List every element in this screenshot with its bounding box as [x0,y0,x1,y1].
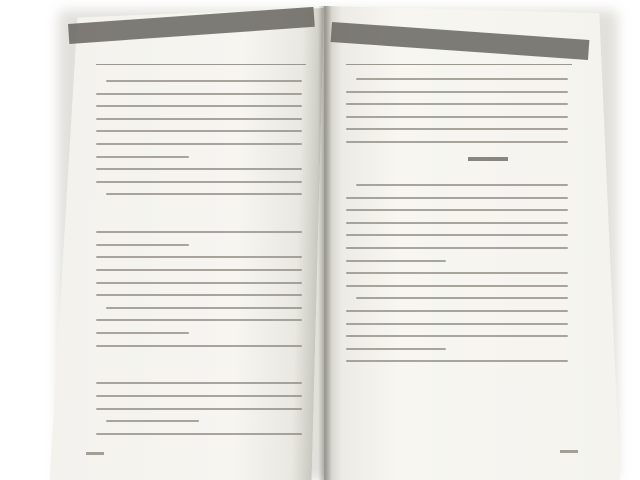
section-heading-mark [468,157,508,161]
paragraph-line [96,118,302,120]
paragraph-line [96,408,302,410]
paragraph-line [96,294,302,296]
paragraph-line [346,197,568,199]
left-page-rule [96,64,306,65]
paragraph-line [346,209,568,211]
paragraph-line [96,168,302,170]
paragraph-line [96,181,302,183]
paragraph-line [96,143,302,145]
paragraph-line [356,184,568,186]
paragraph-line [346,247,568,249]
paragraph-line [96,395,302,397]
right-page-number-mark [560,450,578,453]
paragraph-line [96,93,302,95]
paragraph-line [96,345,302,347]
paragraph-line [96,332,189,334]
paragraph-line [346,272,568,274]
paragraph-line [346,103,568,105]
paragraph-line [106,420,199,422]
paragraph-line [106,80,302,82]
paragraph-line [96,433,302,435]
paragraph-line [96,269,302,271]
paragraph-line [346,260,446,262]
paragraph-line [346,323,568,325]
paragraph-line [346,116,568,118]
book-gutter [318,6,332,480]
paragraph-line [346,335,568,337]
paragraph-line [346,91,568,93]
paragraph-line [96,244,189,246]
left-page-number-mark [86,452,104,455]
paragraph-line [346,222,568,224]
right-page-rule [346,64,572,65]
paragraph-line [96,231,302,233]
paragraph-line [356,78,568,80]
paragraph-line [96,105,302,107]
paragraph-line [346,348,446,350]
paragraph-line [346,310,568,312]
right-page-section-heading [460,154,520,164]
paragraph-line [346,141,568,143]
paragraph-line [96,282,302,284]
paragraph-line [346,285,568,287]
paragraph-line [106,307,302,309]
paragraph-line [96,156,189,158]
